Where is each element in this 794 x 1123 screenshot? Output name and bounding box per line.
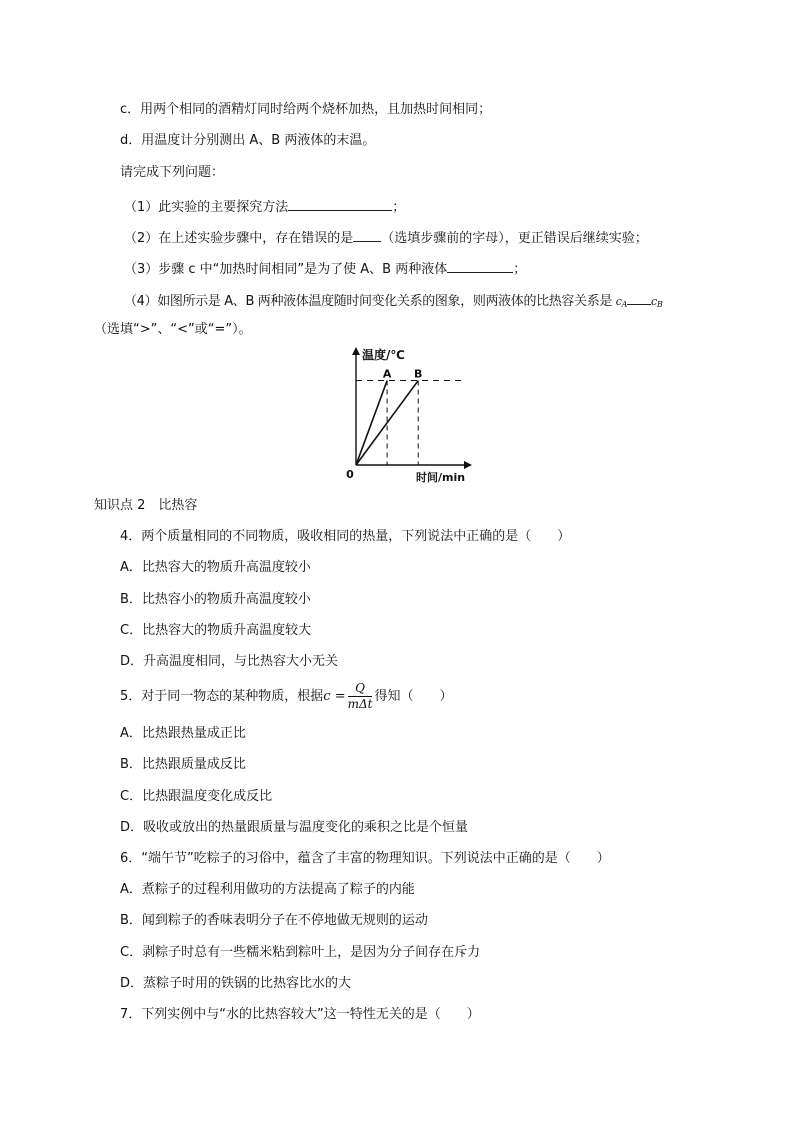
q4-option-c[interactable]: C．比热容大的物质升高温度较大 bbox=[120, 623, 312, 638]
question-2 bbox=[124, 227, 648, 248]
temperature-time-graph bbox=[340, 345, 490, 485]
q5-stem-start: 5．对于同一物态的某种物质，根据 bbox=[120, 689, 324, 704]
step-c: c．用两个相同的酒精灯同时给两个烧杯加热，且加热时间相同； bbox=[120, 102, 492, 117]
question-1-text: （1）此实验的主要探究方法 bbox=[124, 200, 289, 215]
answer-blank-3[interactable] bbox=[447, 258, 513, 273]
series-label-A: A bbox=[382, 367, 392, 381]
q6-option-c[interactable]: C．剥粽子时总有一些糯米粘到粽叶上，是因为分子间存在斥力 bbox=[120, 945, 481, 960]
mc-question-5 bbox=[120, 680, 452, 714]
q4-option-a[interactable]: A．比热容大的物质升高温度较小 bbox=[120, 560, 311, 575]
section-title: 知识点 2 比热容 bbox=[94, 498, 198, 513]
question-4-hint: （选填“>”、“<”或“=”）。 bbox=[94, 322, 252, 337]
question-3 bbox=[124, 258, 526, 279]
question-3-end: ； bbox=[513, 262, 527, 277]
prompt-text: 请完成下列问题： bbox=[120, 165, 225, 180]
question-4 bbox=[124, 290, 662, 314]
answer-blank-1[interactable] bbox=[288, 196, 392, 211]
question-3-text: （3）步骤 c 中“加热时间相同”是为了使 A、B 两种液体 bbox=[124, 262, 448, 277]
q5-option-d[interactable]: D．吸收或放出的热量跟质量与温度变化的乘积之比是个恒量 bbox=[120, 820, 469, 835]
origin-label: 0 bbox=[346, 468, 354, 481]
answer-blank-2[interactable] bbox=[353, 227, 381, 242]
q6-option-d[interactable]: D．蒸粽子时用的铁锅的比热容比水的大 bbox=[120, 976, 352, 991]
question-4-text: （4）如图所示是 A、B 两种液体温度随时间变化关系的图象，则两液体的比热容关系是 bbox=[124, 294, 612, 309]
question-1 bbox=[124, 196, 405, 217]
specific-heat-a: $c_A$ bbox=[615, 295, 628, 309]
specific-heat-b: $c_B$ bbox=[651, 295, 663, 309]
mc-question-7: 7．下列实例中与“水的比热容较大”这一特性无关的是（ ） bbox=[120, 1007, 480, 1022]
q6-option-b[interactable]: B．闻到粽子的香味表明分子在不停地做无规则的运动 bbox=[120, 913, 428, 928]
q5-option-a[interactable]: A．比热跟热量成正比 bbox=[120, 726, 246, 741]
question-2-end: （选填步骤前的字母），更正错误后继续实验； bbox=[381, 231, 648, 246]
question-1-end: ； bbox=[392, 200, 406, 215]
x-axis-label: 时间/min bbox=[416, 471, 466, 484]
mc-question-6: 6．“端午节”吃粽子的习俗中，蕴含了丰富的物理知识。下列说法中正确的是（ ） bbox=[120, 851, 610, 866]
q4-option-b[interactable]: B．比热容小的物质升高温度较小 bbox=[120, 592, 311, 607]
mc-question-4: 4．两个质量相同的不同物质，吸收相同的热量，下列说法中正确的是（ ） bbox=[120, 529, 571, 544]
q5-option-c[interactable]: C．比热跟温度变化成反比 bbox=[120, 789, 273, 804]
q5-stem-end: 得知（ ） bbox=[374, 689, 453, 704]
formula-lhs: c = bbox=[323, 689, 346, 704]
q6-option-a[interactable]: A．煮粽子的过程利用做功的方法提高了粽子的内能 bbox=[120, 882, 415, 897]
q4-option-d[interactable]: D．升高温度相同，与比热容大小无关 bbox=[120, 654, 339, 669]
y-axis-label: 温度/℃ bbox=[362, 348, 405, 362]
series-label-B: B bbox=[414, 367, 423, 381]
answer-blank-4[interactable] bbox=[627, 290, 651, 305]
specific-heat-formula: $\frac{Q}{\text{mΔt}}$ bbox=[347, 681, 373, 711]
series-line-A bbox=[356, 381, 387, 465]
q5-option-b[interactable]: B．比热跟质量成反比 bbox=[120, 757, 246, 772]
question-2-text: （2）在上述实验步骤中，存在错误的是 bbox=[124, 231, 354, 246]
step-d: d．用温度计分别测出 A、B 两液体的末温。 bbox=[120, 133, 376, 148]
